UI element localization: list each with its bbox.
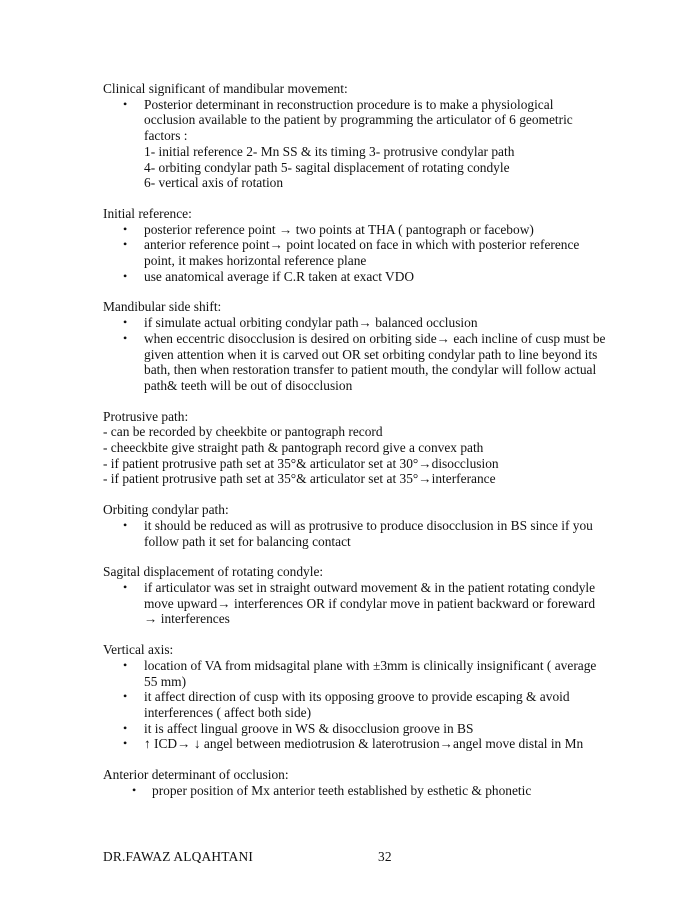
section-clinical	[103, 81, 623, 191]
text-line: posterior reference point → two points at THA ( pantograph or facebow)	[144, 221, 534, 237]
bullet-icon: •	[123, 736, 128, 751]
section-heading: Anterior determinant of occlusion:	[103, 767, 289, 783]
bullet-icon: •	[123, 657, 128, 672]
section-heading: Vertical axis:	[103, 642, 174, 658]
text-line: when eccentric disocclusion is desired on orbiting side→ each incline of cusp must be	[144, 330, 606, 346]
section-anterior-determinant	[103, 767, 623, 798]
section-protrusive-path	[103, 409, 623, 488]
list-item	[103, 736, 623, 752]
list-item	[103, 580, 623, 627]
list-item	[103, 222, 623, 238]
page-number: 32	[378, 849, 392, 864]
bullet-list	[103, 315, 623, 394]
bullet-icon: •	[123, 330, 128, 345]
section-heading: Sagital displacement of rotating condyle:	[103, 564, 324, 580]
text-line: follow path it set for balancing contact	[144, 533, 351, 549]
text-line: if articulator was set in straight outward movement & in the patient rotating condyle	[144, 579, 596, 595]
text-line: bath, then when restoration transfer to patient mouth, the condylar will follow actual	[144, 362, 597, 378]
bullet-list	[103, 580, 623, 627]
dash-line: - cheeckbite give straight path & pantograph record give a convex path	[103, 440, 484, 456]
list-item	[103, 658, 623, 689]
text-line: given attention when it is carved out OR set orbiting condylar path to line beyond its	[144, 346, 598, 362]
text-line: location of VA from midsagital plane with ±3mm is clinically insignificant ( average	[144, 657, 597, 673]
text-line: occlusion available to the patient by programming the articulator of 6 geometric	[144, 112, 573, 128]
list-item	[103, 783, 623, 799]
text-line: 55 mm)	[144, 673, 187, 689]
section-heading: Initial reference:	[103, 205, 192, 221]
list-item	[103, 315, 623, 331]
section-heading: Clinical significant of mandibular movement:	[103, 81, 348, 96]
bullet-icon: •	[132, 782, 137, 797]
section-vertical-axis	[103, 642, 623, 752]
list-item	[103, 689, 623, 720]
text-line: it should be reduced as will as protrusive to produce disocclusion in BS since if you	[144, 517, 593, 533]
text-line: Posterior determinant in reconstruction procedure is to make a physiological	[144, 96, 554, 112]
dash-line: - if patient protrusive path set at 35°& articulator set at 30°→disocclusion	[103, 455, 499, 471]
bullet-list	[103, 783, 623, 799]
list-item	[103, 237, 623, 268]
section-heading: Protrusive path:	[103, 408, 189, 424]
bullet-list	[103, 222, 623, 285]
text-line: move upward→ interferences OR if condylar move in patient backward or foreward	[144, 595, 596, 611]
text-line: ↑ ICD→ ↓ angel between mediotrusion & laterotrusion→angel move distal in Mn	[144, 736, 584, 752]
bullet-icon: •	[123, 579, 128, 594]
bullet-icon: •	[123, 268, 128, 283]
dash-line: - can be recorded by cheekbite or pantograph record	[103, 424, 383, 440]
text-line: it affect direction of cusp with its opposing groove to provide escaping & avoid	[144, 689, 570, 705]
section-heading: Orbiting condylar path:	[103, 502, 229, 518]
text-line: 1- initial reference 2- Mn SS & its timing 3- protrusive condylar path	[144, 143, 515, 159]
bullet-icon: •	[123, 315, 128, 330]
bullet-list	[103, 97, 623, 191]
text-line: use anatomical average if C.R taken at exact VDO	[144, 268, 415, 284]
bullet-icon: •	[123, 517, 128, 532]
list-item	[103, 269, 623, 285]
bullet-icon: •	[123, 720, 128, 735]
text-line: proper position of Mx anterior teeth established by esthetic & phonetic	[152, 782, 532, 798]
dash-line: - if patient protrusive path set at 35°& articulator set at 35°→interferance	[103, 471, 496, 487]
bullet-icon: •	[123, 237, 128, 252]
text-line: anterior reference point→ point located on face in which with posterior reference	[144, 237, 580, 253]
footer-author: DR.FAWAZ ALQAHTANI	[103, 849, 253, 864]
text-line: factors :	[144, 128, 188, 144]
section-initial-reference	[103, 206, 623, 285]
bullet-icon: •	[123, 689, 128, 704]
list-item	[103, 331, 623, 394]
list-item	[103, 721, 623, 737]
bullet-list	[103, 518, 623, 549]
list-item	[103, 518, 623, 549]
text-line: 4- orbiting condylar path 5- sagital displacement of rotating condyle	[144, 159, 510, 175]
text-line: path& teeth will be out of disocclusion	[144, 377, 353, 393]
bullet-list	[103, 658, 623, 752]
text-line: interferences ( affect both side)	[144, 704, 312, 720]
list-item	[103, 97, 623, 191]
section-sagital-displacement	[103, 564, 623, 627]
text-line: it is affect lingual groove in WS & disocclusion groove in BS	[144, 720, 474, 736]
text-line: if simulate actual orbiting condylar path→ balanced occlusion	[144, 315, 478, 331]
bullet-icon: •	[123, 221, 128, 236]
text-line: → interferences	[144, 611, 230, 627]
text-line: 6- vertical axis of rotation	[144, 175, 284, 191]
text-line: point, it makes horizontal reference plane	[144, 253, 367, 269]
section-orbiting-path	[103, 502, 623, 549]
section-heading: Mandibular side shift:	[103, 299, 222, 315]
section-side-shift	[103, 299, 623, 393]
bullet-icon: •	[123, 96, 128, 111]
page-content	[103, 81, 623, 813]
